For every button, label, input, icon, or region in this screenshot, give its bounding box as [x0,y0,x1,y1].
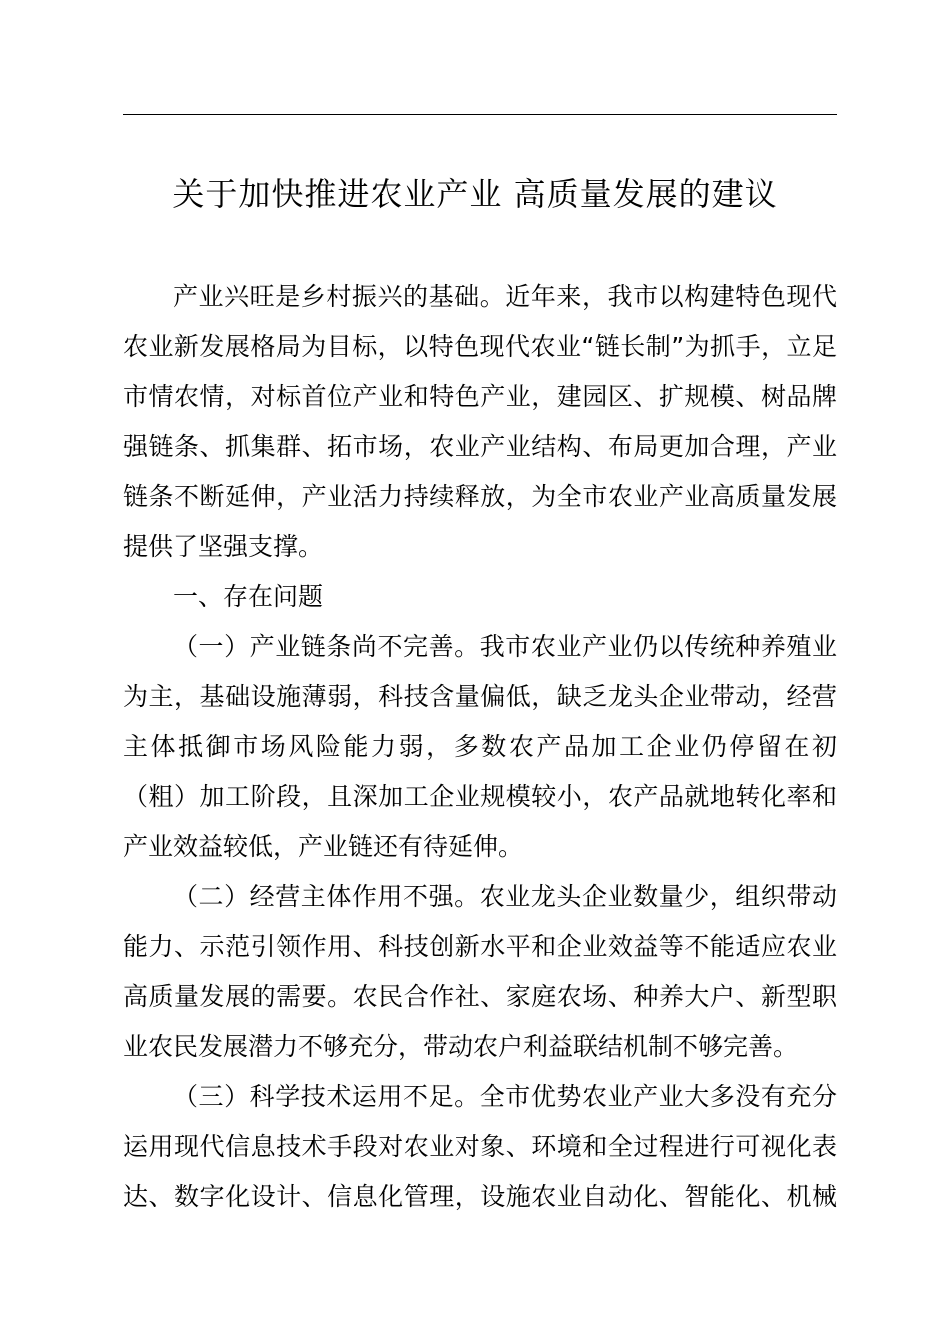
body-text-line: 产业兴旺是乡村振兴的基础。近年来，我市以构建特色现代 [173,282,837,311]
document-title: 关于加快推进农业产业 高质量发展的建议 [172,175,778,213]
document-body [123,272,837,1222]
body-text-line: 高质量发展的需要。农民合作社、家庭农场、种养大户、新型职 [123,982,837,1011]
body-text-line: 链条不断延伸，产业活力持续释放，为全市农业产业高质量发展 [123,482,837,511]
body-text-line: 强链条、抓集群、拓市场，农业产业结构、布局更加合理，产业 [123,432,837,461]
body-text-line: 主体抵御市场风险能力弱，多数农产品加工企业仍停留在初 [123,732,837,761]
body-text-line: 市情农情，对标首位产业和特色产业，建园区、扩规模、树品牌 [123,382,837,411]
body-text-line: 能力、示范引领作用、科技创新水平和企业效益等不能适应农业 [123,932,837,961]
body-text-line: （一）产业链条尚不完善。我市农业产业仍以传统种养殖业 [173,632,837,661]
header-rule [123,114,837,115]
body-text-line: 达、数字化设计、信息化管理，设施农业自动化、智能化、机械 [123,1182,837,1211]
body-text-line: 产业效益较低，产业链还有待延伸。 [123,832,524,861]
body-text-line: 一、存在问题 [173,582,324,611]
body-text-line: （三）科学技术运用不足。全市优势农业产业大多没有充分 [173,1082,837,1111]
body-text-line: 提供了坚强支撑。 [123,532,324,561]
body-text-line: 业农民发展潜力不够充分，带动农户利益联结机制不够完善。 [123,1032,799,1061]
body-text-line: 为主，基础设施薄弱，科技含量偏低，缺乏龙头企业带动，经营 [123,682,837,711]
body-text-line: 运用现代信息技术手段对农业对象、环境和全过程进行可视化表 [123,1132,837,1161]
body-text-line: 农业新发展格局为目标，以特色现代农业“链长制”为抓手，立足 [123,332,837,361]
body-text-line: （二）经营主体作用不强。农业龙头企业数量少，组织带动 [173,882,837,911]
body-text-line: （粗）加工阶段，且深加工企业规模较小，农产品就地转化率和 [123,782,837,811]
